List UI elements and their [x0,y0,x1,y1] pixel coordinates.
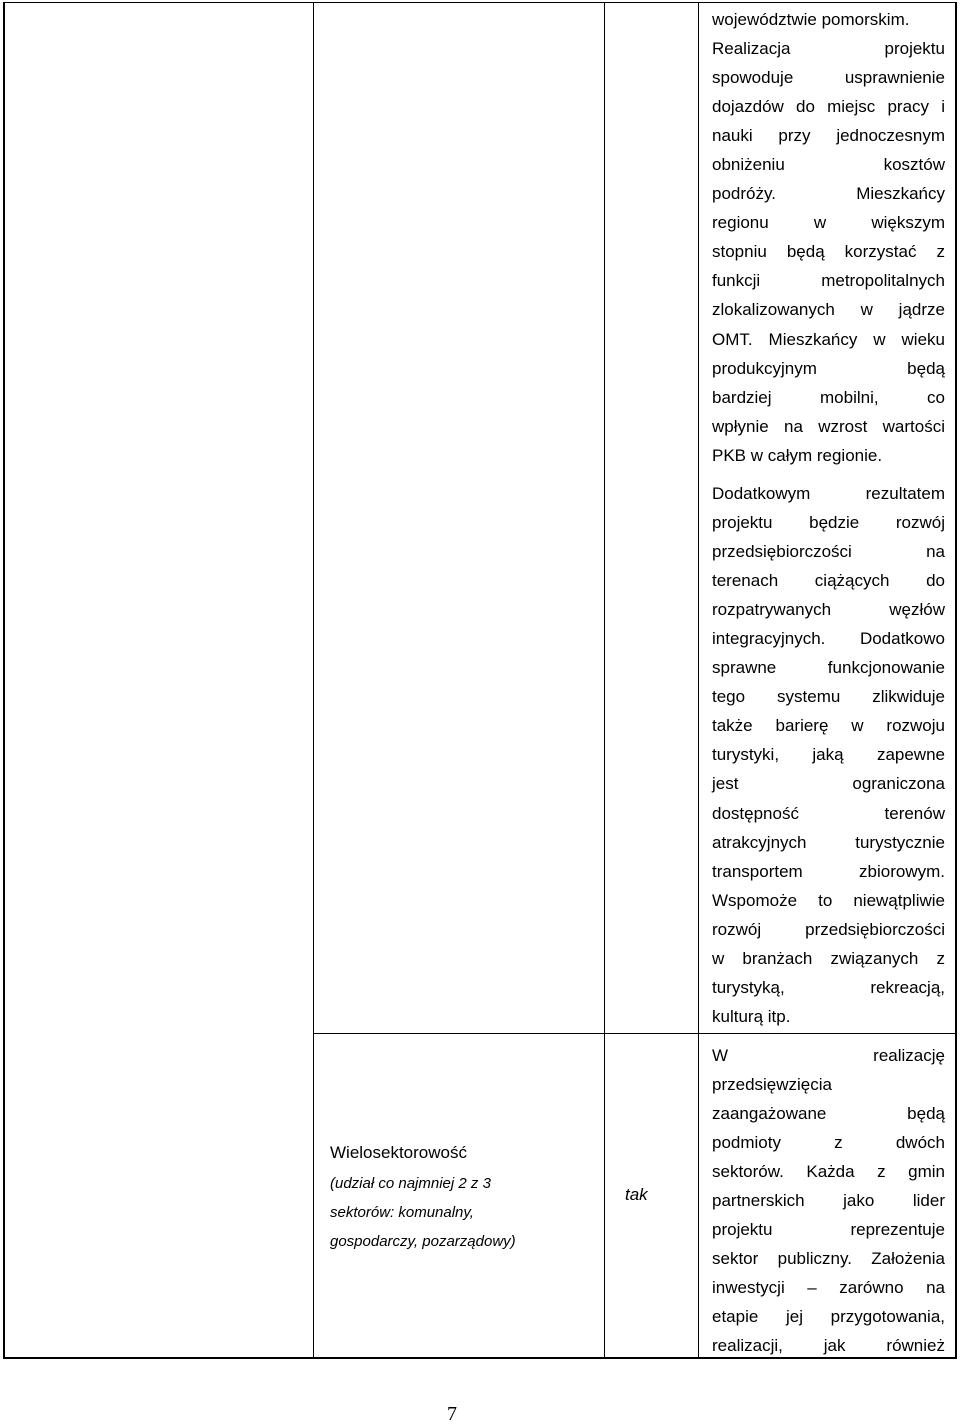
text-line: przedsiębiorczości na [712,542,945,562]
text-line: realizacji, jak również [712,1336,945,1356]
text-line: w branżach związanych z [712,948,945,968]
table-border-left [3,2,5,1359]
text-line: partnerskich jako lider [712,1191,945,1211]
text-line: inwestycji – zarówno na [712,1278,945,1298]
text-line: województwie pomorskim. [712,10,910,29]
text-line: regionu w większym [712,213,945,233]
text-line: W realizację [712,1046,945,1065]
criterion-subtitle-line: sektorów: komunalny, [330,1204,474,1221]
text-line: sektor publiczny. Założenia [712,1249,945,1269]
text-line: kulturą itp. [712,1006,791,1026]
text-line: Realizacja projektu [712,39,945,59]
text-line: Dodatkowym rezultatem [712,484,945,503]
text-line: funkcji metropolitalnych [712,271,945,291]
text-line: rozpatrywanych węzłów [712,600,945,620]
text-line: wpłynie na wzrost wartości [712,416,945,436]
description-paragraph-1 [712,5,945,470]
text-line: spowoduje usprawnienie [712,68,945,88]
table-border-right [955,2,957,1359]
text-line: sprawne funkcjonowanie [712,658,945,678]
table-border-col3 [698,2,699,1359]
description-paragraph-3 [712,1041,945,1361]
criterion-subtitle-line: gospodarczy, pozarządowy) [330,1233,516,1250]
text-line: podmioty z dwóch [712,1133,945,1153]
text-line: OMT. Mieszkańcy w wieku [712,329,945,349]
text-line: turystyki, jaką zapewne [712,745,945,765]
table-border-col2 [604,2,605,1359]
description-paragraph-2 [712,479,945,1031]
text-line: jest ograniczona [712,774,945,794]
criterion-value: tak [625,1185,648,1204]
text-line: nauki przy jednoczesnym [712,126,945,146]
table-row-divider [313,1033,957,1034]
text-line: rozwój przedsiębiorczości [712,919,945,939]
text-line: integracyjnych. Dodatkowo [712,629,945,649]
text-line: stopniu będą korzystać z [712,242,945,262]
text-line: terenach ciążących do [712,571,945,591]
text-line: przedsięwzięcia [712,1075,832,1095]
table-border-col1 [313,2,314,1359]
text-line: transportem zbiorowym. [712,861,945,881]
text-line: zaangażowane będą [712,1104,945,1124]
text-line: projektu będzie rozwój [712,513,945,533]
text-line: podróży. Mieszkańcy [712,184,945,204]
text-line: tego systemu zlikwiduje [712,687,945,707]
text-line: także barierę w rozwoju [712,716,945,736]
criterion-subtitle [330,1169,595,1256]
criterion-label-cell [330,1140,595,1256]
criterion-title: Wielosektorowość [330,1143,467,1162]
text-line: produkcyjnym będą [712,358,945,378]
table-border-top [3,2,957,3]
text-line: obniżeniu kosztów [712,155,945,175]
text-line: bardziej mobilni, co [712,387,945,407]
text-line: Wspomoże to niewątpliwie [712,890,945,910]
text-line: etapie jej przygotowania, [712,1307,945,1327]
text-line: zlokalizowanych w jądrze [712,300,945,320]
text-line: dostępność terenów [712,803,945,823]
text-line: turystyką, rekreacją, [712,977,945,997]
page-number: 7 [447,1403,457,1425]
text-line: dojazdów do miejsc pracy i [712,97,945,117]
text-line: atrakcyjnych turystycznie [712,832,945,852]
text-line: projektu reprezentuje [712,1220,945,1240]
text-line: sektorów. Każda z gmin [712,1162,945,1182]
criterion-subtitle-line: (udział co najmniej 2 z 3 [330,1175,491,1192]
text-line: PKB w całym regionie. [712,445,883,465]
